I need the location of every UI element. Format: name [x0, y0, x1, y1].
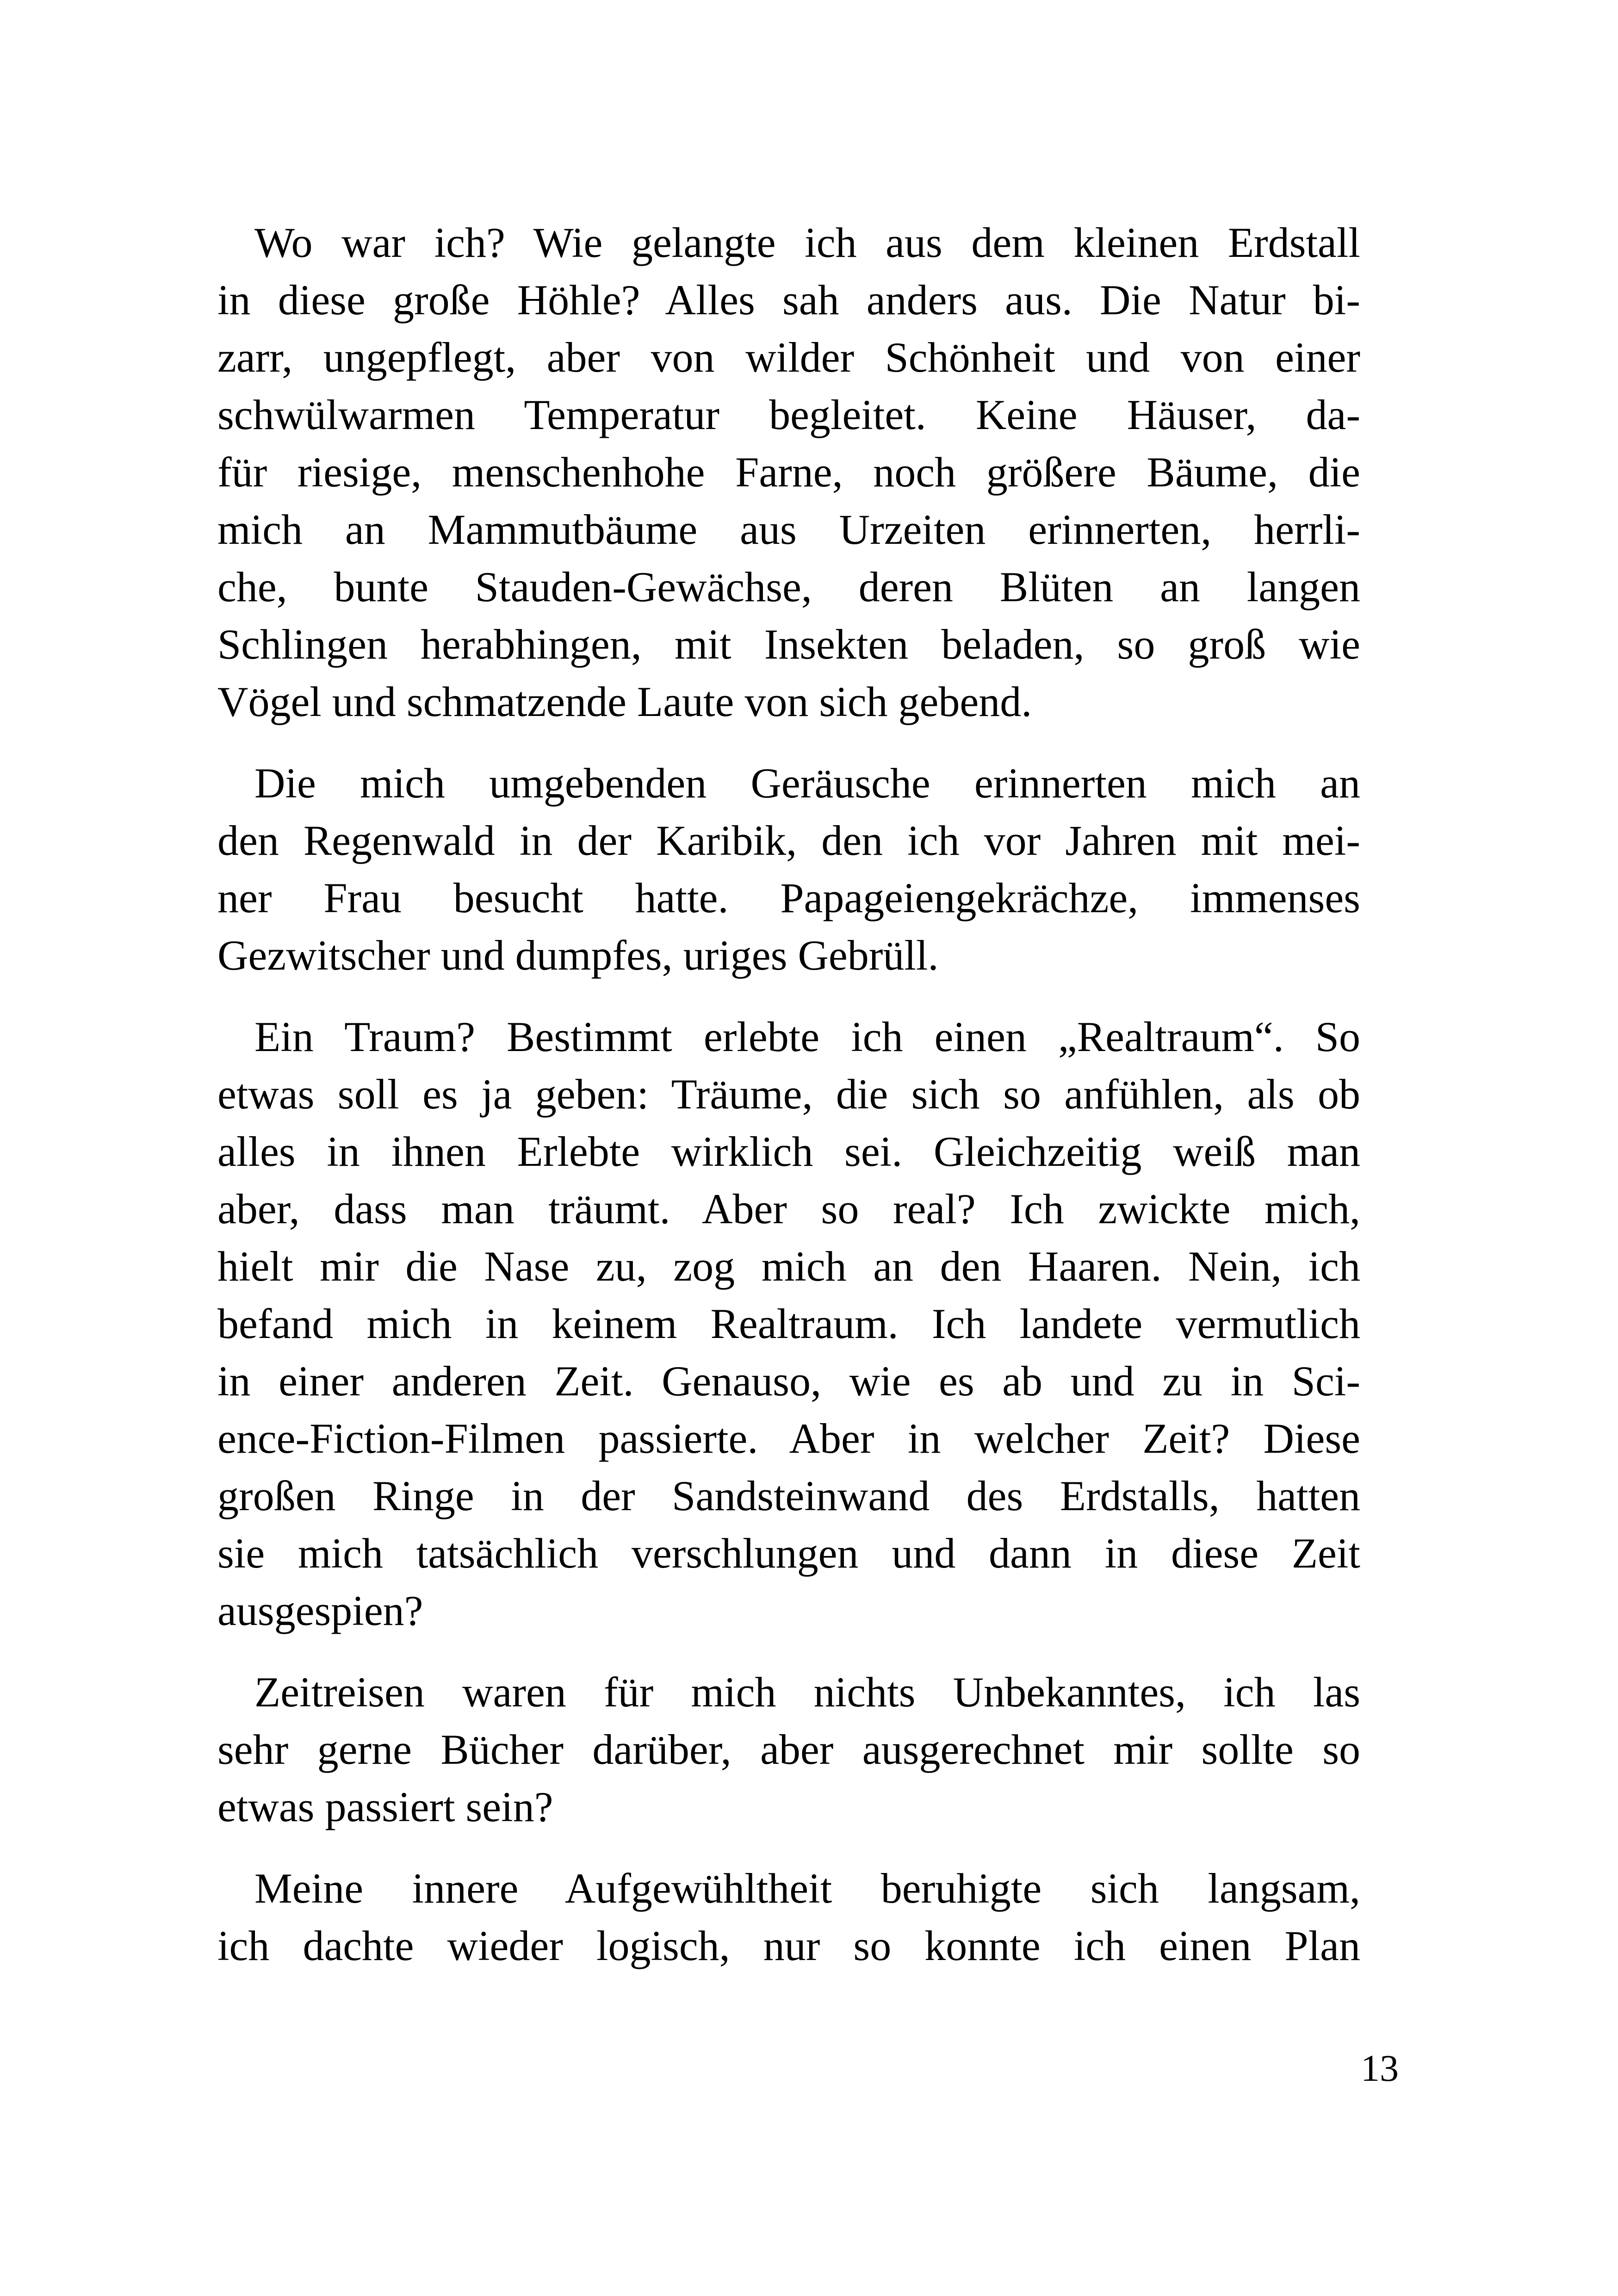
text-line: in diese große Höhle? Alles sah anders aus. Die Natur bi-	[217, 276, 1360, 324]
text-line: Gezwitscher und dumpfes, uriges Gebrüll.	[217, 932, 939, 979]
text-line: für riesige, menschenhohe Farne, noch größere Bäume, die	[217, 448, 1360, 496]
text-line: alles in ihnen Erlebte wirklich sei. Gleichzeitig weiß man	[217, 1128, 1360, 1175]
text-line: in einer anderen Zeit. Genauso, wie es ab und zu in Sci-	[217, 1357, 1360, 1405]
text-line: mich an Mammutbäume aus Urzeiten erinnerten, herrli-	[217, 506, 1360, 553]
text-line: ich dachte wieder logisch, nur so konnte ich einen Plan	[217, 1922, 1360, 1969]
paragraph-1	[217, 214, 1360, 730]
text-line: Schlingen herabhingen, mit Insekten beladen, so groß wie	[217, 621, 1360, 668]
text-line: schwülwarmen Temperatur begleitet. Keine Häuser, da-	[217, 391, 1360, 438]
text-line: che, bunte Stauden-Gewächse, deren Blüten an langen	[217, 563, 1360, 610]
text-line: großen Ringe in der Sandsteinwand des Erdstalls, hatten	[217, 1472, 1360, 1519]
page-number: 13	[1361, 2047, 1399, 2089]
text-line: ence-Fiction-Filmen passierte. Aber in welcher Zeit? Diese	[217, 1415, 1360, 1462]
text-line: Zeitreisen waren für mich nichts Unbekanntes, ich las	[254, 1668, 1360, 1716]
text-line: Wo war ich? Wie gelangte ich aus dem kleinen Erdstall	[254, 219, 1360, 266]
text-line: hielt mir die Nase zu, zog mich an den Haaren. Nein, ich	[217, 1243, 1360, 1290]
text-line: aber, dass man träumt. Aber so real? Ich zwickte mich,	[217, 1185, 1360, 1232]
text-line: etwas soll es ja geben: Träume, die sich so anfühlen, als ob	[217, 1070, 1360, 1118]
text-line: ner Frau besucht hatte. Papageiengekrächze, immenses	[217, 874, 1360, 921]
paragraph-5	[217, 1860, 1360, 1974]
text-line: befand mich in keinem Realtraum. Ich landete vermutlich	[217, 1300, 1360, 1347]
text-line: Die mich umgebenden Geräusche erinnerten mich an	[254, 759, 1360, 807]
text-line: sie mich tatsächlich verschlungen und dann in diese Zeit	[217, 1530, 1360, 1577]
text-line: sehr gerne Bücher darüber, aber ausgerechnet mir sollte so	[217, 1726, 1360, 1773]
text-column	[217, 214, 1360, 1974]
text-line: Vögel und schmatzende Laute von sich gebend.	[217, 678, 1032, 725]
paragraph-2	[217, 754, 1360, 984]
text-line: den Regenwald in der Karibik, den ich vor Jahren mit mei-	[217, 817, 1360, 864]
text-line: etwas passiert sein?	[217, 1783, 553, 1830]
text-line: Meine innere Aufgewühltheit beruhigte sich langsam,	[254, 1865, 1360, 1912]
paragraph-4	[217, 1663, 1360, 1836]
text-line: ausgespien?	[217, 1587, 423, 1634]
paragraph-3	[217, 1008, 1360, 1639]
text-line: Ein Traum? Bestimmt erlebte ich einen „Realtraum“. So	[254, 1013, 1360, 1060]
text-line: zarr, ungepflegt, aber von wilder Schönheit und von einer	[217, 334, 1360, 381]
